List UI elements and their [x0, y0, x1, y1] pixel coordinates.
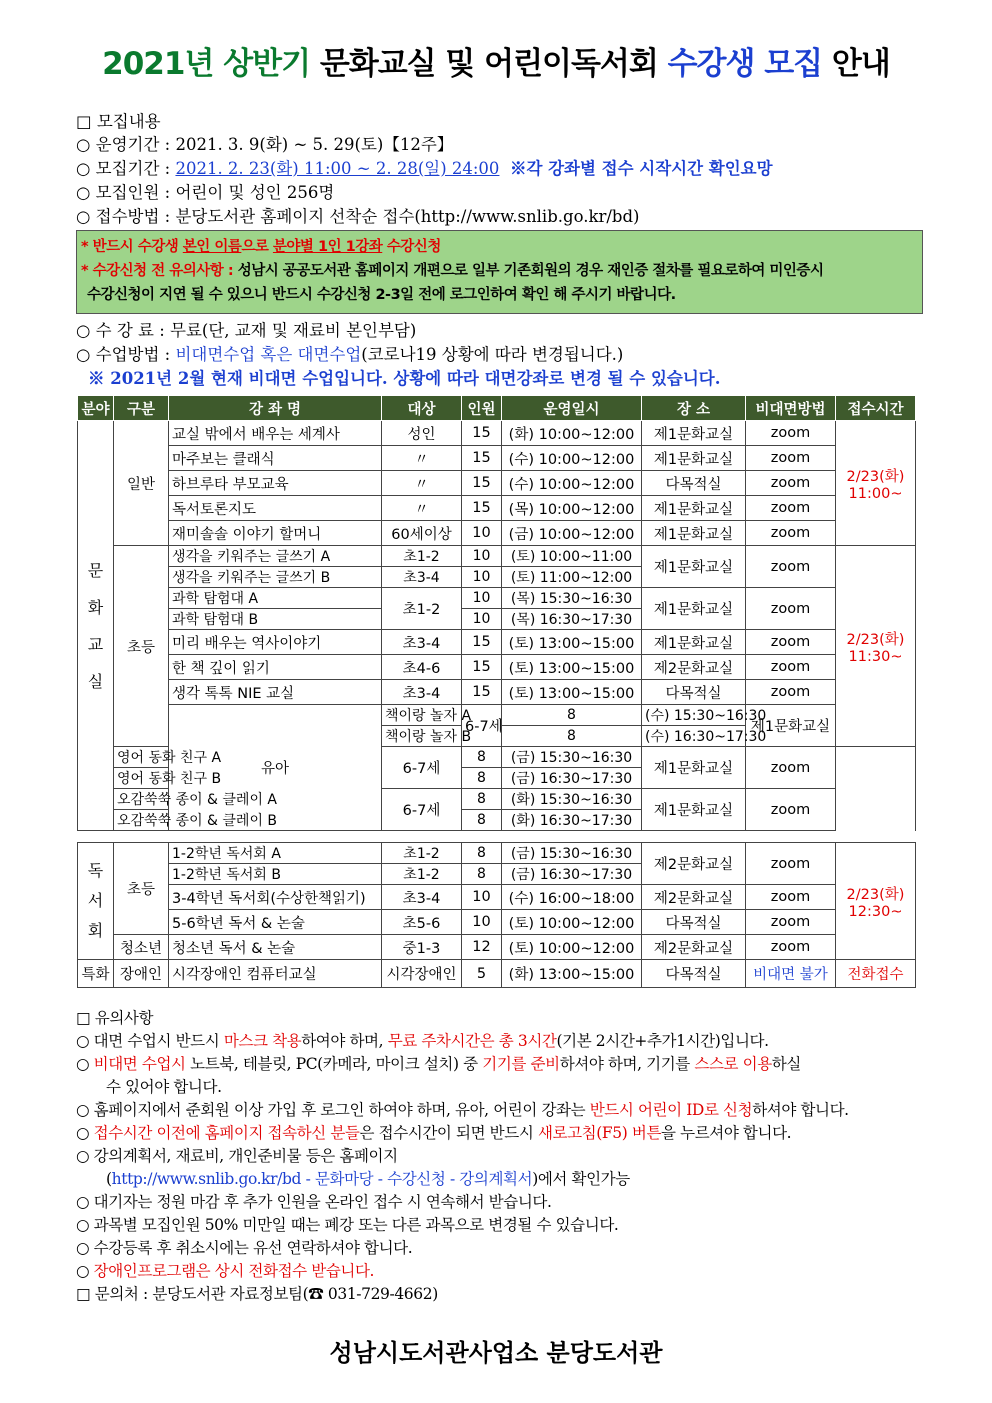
- caution-9: ○ 장애인프로그램은 상시 전화접수 받습니다.: [76, 1262, 375, 1280]
- table-row: 한 책 깊이 읽기 초4-6 15 (토) 13:00~15:00 제2문화교실 zoom: [78, 655, 916, 680]
- caution-7: ○ 과목별 모집인원 50% 미만일 때는 폐강 또는 다른 과목으로 변경될 수 있습니다.: [76, 1216, 619, 1234]
- category-dokseo: 독 서 회: [78, 843, 114, 960]
- table-row: 청소년 청소년 독서 & 논술 중1-3 12 (토) 10:00~12:00 제2문화교실 zoom: [78, 935, 916, 960]
- table-row: 재미솔솔 이야기 할머니 60세이상 10 (금) 10:00~12:00 제1문화교실 zoom: [78, 521, 916, 546]
- table-row: 초등 생각을 키워주는 글쓰기 A 초1-2 10 (토) 10:00~11:00 제1문화교실 zoom 2/23(화) 11:30~: [78, 546, 916, 567]
- category-special: 특화: [78, 960, 114, 988]
- table-row: 영어 동화 친구 A 6-7세 8 (금) 15:30~16:30 제1문화교실 zoom: [78, 747, 916, 768]
- caution-3: ○ 홈페이지에서 준회원 이상 가입 후 로그인 하여야 하며, 유아, 어린이 강좌는 반드시 어린이 ID로 신청하셔야 합니다.: [76, 1101, 849, 1119]
- apply-line: ○ 모집기간 : 2021. 2. 23(화) 11:00 ~ 2. 28(일) 24:00 ※각 강좌별 접수 시작시간 확인요망: [76, 159, 773, 178]
- table-row: 과학 탐험대 A 초1-2 10 (목) 15:30~16:30 제1문화교실 zoom: [78, 588, 916, 609]
- course-table-2: [77, 842, 916, 988]
- caution-6: ○ 대기자는 정원 마감 후 추가 인원을 온라인 접수 시 연속해서 받습니다.: [76, 1193, 552, 1211]
- table-row: 오감쑥쑥 종이 & 클레이 A 6-7세 8 (화) 15:30~16:30 제1문화교실 zoom: [78, 789, 916, 810]
- table-row: 과학 탐험대 B 10 (목) 16:30~17:30: [78, 609, 916, 630]
- caution-4: ○ 접수시간 이전에 홈페이지 접속하신 분들은 접수시간이 되면 반드시 새로고침(F5) 버튼을 누르셔야 합니다.: [76, 1124, 792, 1142]
- caution-8: ○ 수강등록 후 취소시에는 유선 연락하셔야 합니다.: [76, 1239, 413, 1257]
- method-line: ○ 접수방법 : 분당도서관 홈페이지 선착순 접수(http://www.snlib.go.kr/bd): [76, 207, 640, 226]
- table-row: 독서토론지도 〃 15 (목) 10:00~12:00 제1문화교실 zoom: [78, 496, 916, 521]
- period-line: ○ 운영기간 : 2021. 3. 9(화) ~ 5. 29(토)【12주】: [76, 135, 454, 154]
- table-row: 유아 책이랑 놀자 A 6-7세 8 (수) 15:30~16:30 제1문화교실: [78, 705, 916, 726]
- table-row: 영어 동화 친구 B 8 (금) 16:30~17:30: [78, 768, 916, 789]
- course-table: [77, 395, 916, 831]
- table-header: 분야 구분 강 좌 명 대상 인원 운영일시 장 소 비대면방법 접수시간: [78, 396, 916, 421]
- caution-2: ○ 비대면 수업시 노트북, 테블릿, PC(카메라, 마이크 설치) 중 기기를 준비하셔야 하며, 기기를 스스로 이용하실: [76, 1055, 801, 1073]
- class-method-line: ○ 수업방법 : 비대면수업 혹은 대면수업(코로나19 상황에 따라 변경됩니다.): [76, 345, 624, 364]
- page-title: 2021년 상반기 문화교실 및 어린이독서회 수강생 모집 안내: [102, 46, 890, 82]
- caution-heading: □ 유의사항: [76, 1009, 154, 1027]
- category-munhwa: 문 화 교 실: [78, 421, 114, 831]
- table-row: 문 화 교 실 일반 교실 밖에서 배우는 세계사 성인 15 (화) 10:00~12:00 제1문화교실 zoom 2/23(화) 11:00~: [78, 421, 916, 446]
- table-row: 생각을 키워주는 글쓰기 B 초3-4 10 (토) 11:00~12:00: [78, 567, 916, 588]
- table-row: 3-4학년 독서회(수상한책읽기) 초3-4 10 (수) 16:00~18:00 제2문화교실 zoom: [78, 885, 916, 910]
- table-row: 생각 톡톡 NIE 교실 초3-4 15 (토) 13:00~15:00 다목적실 zoom: [78, 680, 916, 705]
- caution-2b: 수 있어야 합니다.: [106, 1078, 222, 1096]
- table-row: 5-6학년 독서 & 논술 초5-6 10 (토) 10:00~12:00 다목적실 zoom: [78, 910, 916, 935]
- table-row: 하브루타 부모교육 〃 15 (수) 10:00~12:00 다목적실 zoom: [78, 471, 916, 496]
- caution-5: ○ 강의계획서, 재료비, 개인준비물 등은 홈페이지: [76, 1147, 398, 1165]
- table-row: 마주보는 클래식 〃 15 (수) 10:00~12:00 제1문화교실 zoom: [78, 446, 916, 471]
- table-row: 미리 배우는 역사이야기 초3-4 15 (토) 13:00~15:00 제1문화교실 zoom: [78, 630, 916, 655]
- caution-1: ○ 대면 수업시 반드시 마스크 착용하여야 하며, 무료 주차시간은 총 3시간(기본 2시간+추가1시간)입니다.: [76, 1032, 769, 1050]
- table-row: 특화 장애인 시각장애인 컴퓨터교실 시각장애인 5 (화) 13:00~15:00 다목적실 비대면 불가 전화접수: [78, 960, 916, 988]
- table-row: 오감쑥쑥 종이 & 클레이 B 8 (화) 16:30~17:30: [78, 810, 916, 831]
- footer-org: 성남시도서관사업소 분당도서관: [329, 1339, 663, 1367]
- caution-5b: (http://www.snlib.go.kr/bd - 문화마당 - 수강신청 - 강의계획서)에서 확인가능: [106, 1170, 630, 1188]
- fee-line: ○ 수 강 료 : 무료(단, 교재 및 재료비 본인부담): [76, 321, 417, 340]
- table-row: 1-2학년 독서회 B 초1-2 8 (금) 16:30~17:30: [78, 864, 916, 885]
- table-row: 독 서 회 초등 1-2학년 독서회 A 초1-2 8 (금) 15:30~16:30 제2문화교실 zoom 2/23(화) 12:30~: [78, 843, 916, 864]
- notice-box: * 반드시 수강생 본인 이름으로 분야별 1인 1강좌 수강신청 * 수강신청 전 유의사항 : 성남시 공공도서관 홈페이지 개편으로 일부 기존회원의 경우 재인증 절차를 필요로하여 미인증시 수강신청이 지연 될 수 있으니 반드시 수강신청 2-3일 전에 로그인하여 확인 해 주시기 바랍니다.: [76, 230, 923, 314]
- remark-line: ※ 2021년 2월 현재 비대면 수업입니다. 상황에 따라 대면강좌로 변경 될 수 있습니다.: [88, 369, 721, 388]
- table-row: 책이랑 놀자 B 8 (수) 16:30~17:30: [78, 726, 916, 747]
- recruit-heading: □ 모집내용: [76, 112, 161, 131]
- contact-line: □ 문의처 : 분당도서관 자료정보팀(☎ 031-729-4662): [76, 1285, 438, 1303]
- people-line: ○ 모집인원 : 어린이 및 성인 256명: [76, 183, 335, 202]
